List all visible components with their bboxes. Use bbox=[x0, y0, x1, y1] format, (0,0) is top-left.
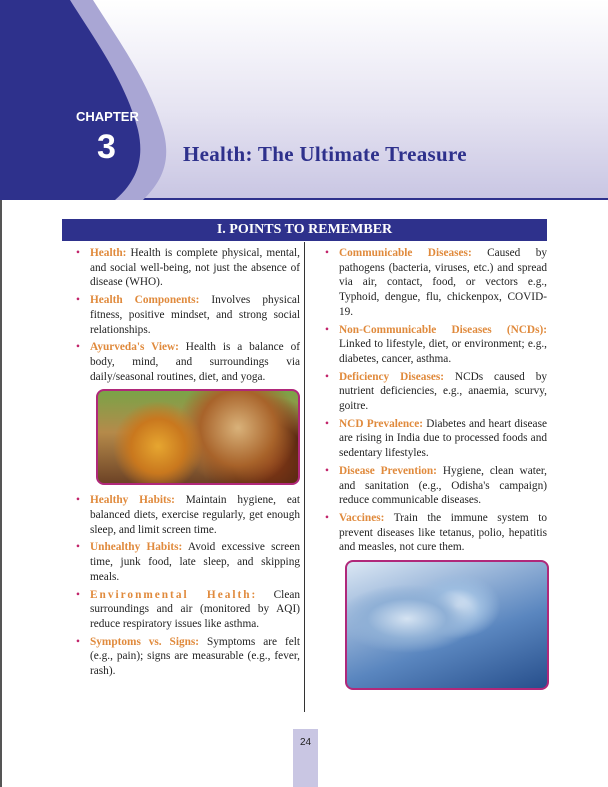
list-item: • Deficiency Diseases: NCDs caused by nutrient deficiencies, e.g., anaemia, scurvy, goitre. bbox=[325, 370, 547, 414]
left-column bbox=[76, 246, 300, 682]
chapter-label: CHAPTER bbox=[76, 109, 139, 124]
chapter-swoosh-decoration bbox=[0, 0, 608, 200]
list-item: • Disease Prevention: Hygiene, clean water, and sanitation (e.g., Odisha's campaign) reduce communicable diseases. bbox=[325, 464, 547, 508]
list-item: • Non-Communicable Diseases (NCDs): Linked to lifestyle, diet, or environment; e.g., diabetes, cancer, asthma. bbox=[325, 323, 547, 367]
list-item: • Health Components: Involves physical fitness, positive mindset, and strong social relationships. bbox=[76, 293, 300, 337]
page-number: 24 bbox=[299, 737, 312, 748]
list-item: • Environmental Health: Clean surroundings and air (monitored by AQI) reduce respiratory issues like asthma. bbox=[76, 588, 300, 632]
list-item: • Unhealthy Habits: Avoid excessive screen time, junk food, late sleep, and skipping meals. bbox=[76, 540, 300, 584]
ayurveda-spices-image bbox=[96, 389, 300, 485]
section-heading: I. POINTS TO REMEMBER bbox=[62, 219, 547, 241]
right-column bbox=[325, 246, 547, 698]
list-item: • Healthy Habits: Maintain hygiene, eat balanced diets, exercise regularly, get enough sleep, and limit screen time. bbox=[76, 493, 300, 537]
chapter-title: Health: The Ultimate Treasure bbox=[183, 142, 467, 166]
list-item: • Symptoms vs. Signs: Symptoms are felt (e.g., pain); signs are measurable (e.g., fever, rash). bbox=[76, 635, 300, 679]
chapter-number: 3 bbox=[97, 128, 116, 166]
list-item: • Vaccines: Train the immune system to prevent diseases like tetanus, polio, hepatitis and measles, not cure them. bbox=[325, 511, 547, 555]
chapter-header bbox=[0, 0, 608, 200]
list-item: • Health: Health is complete physical, mental, and social well-being, not just the absence of disease (WHO). bbox=[76, 246, 300, 290]
list-item: • Communicable Diseases: Caused by pathogens (bacteria, viruses, etc.) and spread via air, contact, food, or vectors e.g., Typhoid, dengue, flu, chickenpox, COVID-19. bbox=[325, 246, 547, 320]
list-item: • NCD Prevalence: Diabetes and heart disease are rising in India due to processed foods and sedentary lifestyles. bbox=[325, 417, 547, 461]
vaccine-syringe-image bbox=[345, 560, 549, 690]
list-item: • Ayurveda's View: Health is a balance of body, mind, and surroundings via daily/seasonal routines, diet, and yoga. bbox=[76, 340, 300, 384]
column-divider bbox=[304, 242, 305, 712]
